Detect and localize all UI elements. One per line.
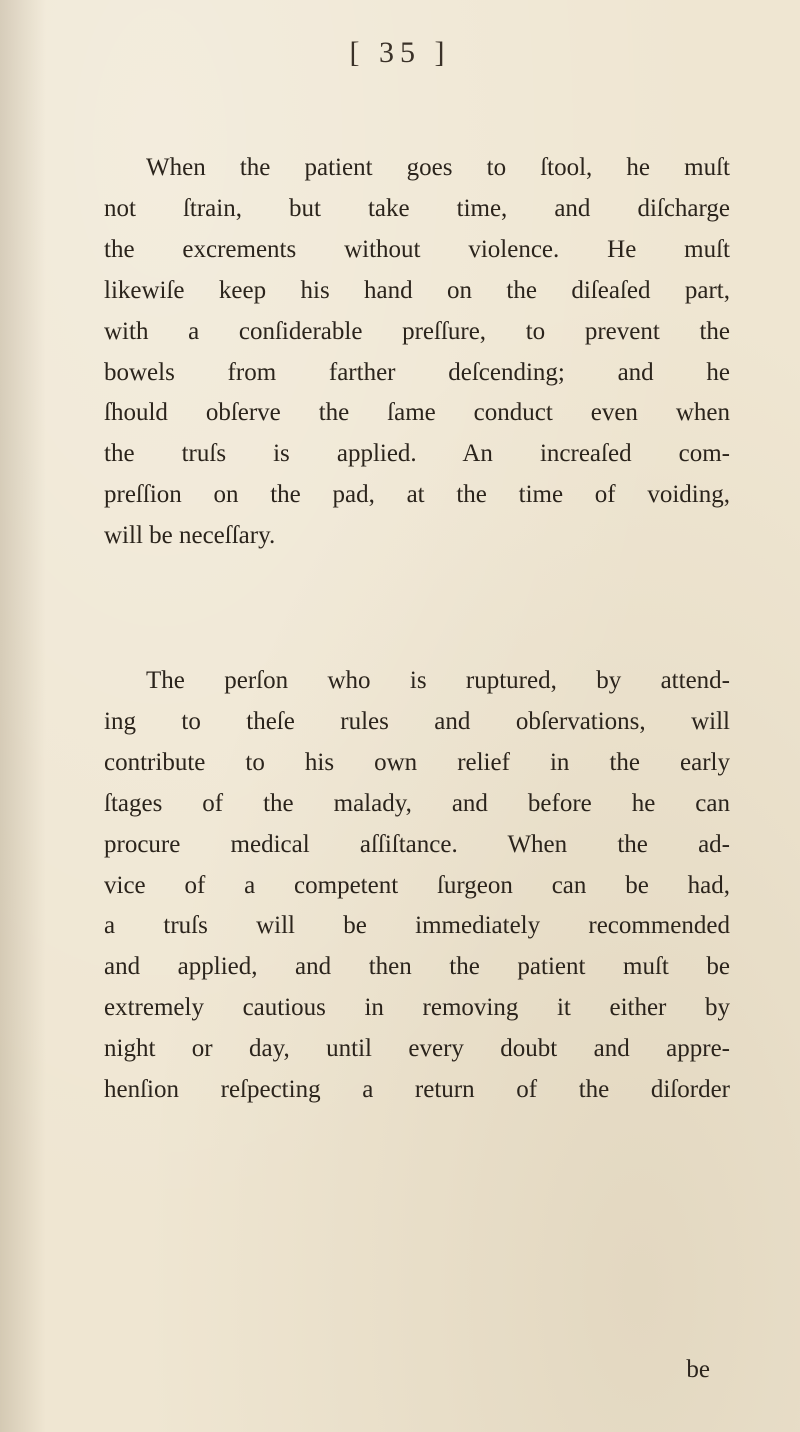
paragraph-2 [104, 661, 730, 1111]
text-line: henſion reſpecting a return of the diſorder [104, 1076, 730, 1104]
text-line: preſſion on the pad, at the time of voiding, [104, 481, 730, 509]
text-line: not ſtrain, but take time, and diſcharge [104, 194, 730, 222]
text-line: likewiſe keep his hand on the diſeaſed part, [104, 276, 730, 304]
text-line: When the patient goes to ſtool, he muſt [146, 154, 730, 181]
paragraph-1 [104, 148, 730, 557]
text-line: ſhould obſerve the ſame conduct even when [104, 399, 730, 427]
text-line: a truſs will be immediately recommended [104, 912, 730, 940]
page-number-header: [ 35 ] [349, 36, 451, 69]
text-line: the excrements without violence. He muſt [104, 235, 730, 263]
text-line: extremely cautious in removing it either by [104, 994, 730, 1022]
text-line: will be neceſſary. [104, 522, 276, 550]
text-line: The perſon who is ruptured, by attend- [146, 667, 730, 694]
text-line: contribute to his own relief in the early [104, 748, 730, 776]
text-line: with a conſiderable preſſure, to prevent the [104, 317, 730, 345]
text-line: the truſs is applied. An increaſed com- [104, 440, 730, 468]
page-edge-shadow [0, 0, 46, 1432]
text-line: ing to theſe rules and obſervations, will [104, 707, 730, 735]
text-line: procure medical aſſiſtance. When the ad- [104, 830, 730, 858]
catchword: be [686, 1356, 710, 1383]
text-line: and applied, and then the patient muſt be [104, 953, 730, 981]
text-line: bowels from farther deſcending; and he [104, 358, 730, 386]
text-line: vice of a competent ſurgeon can be had, [104, 871, 730, 899]
text-line: ſtages of the malady, and before he can [104, 789, 730, 817]
text-line: night or day, until every doubt and appre- [104, 1035, 730, 1063]
